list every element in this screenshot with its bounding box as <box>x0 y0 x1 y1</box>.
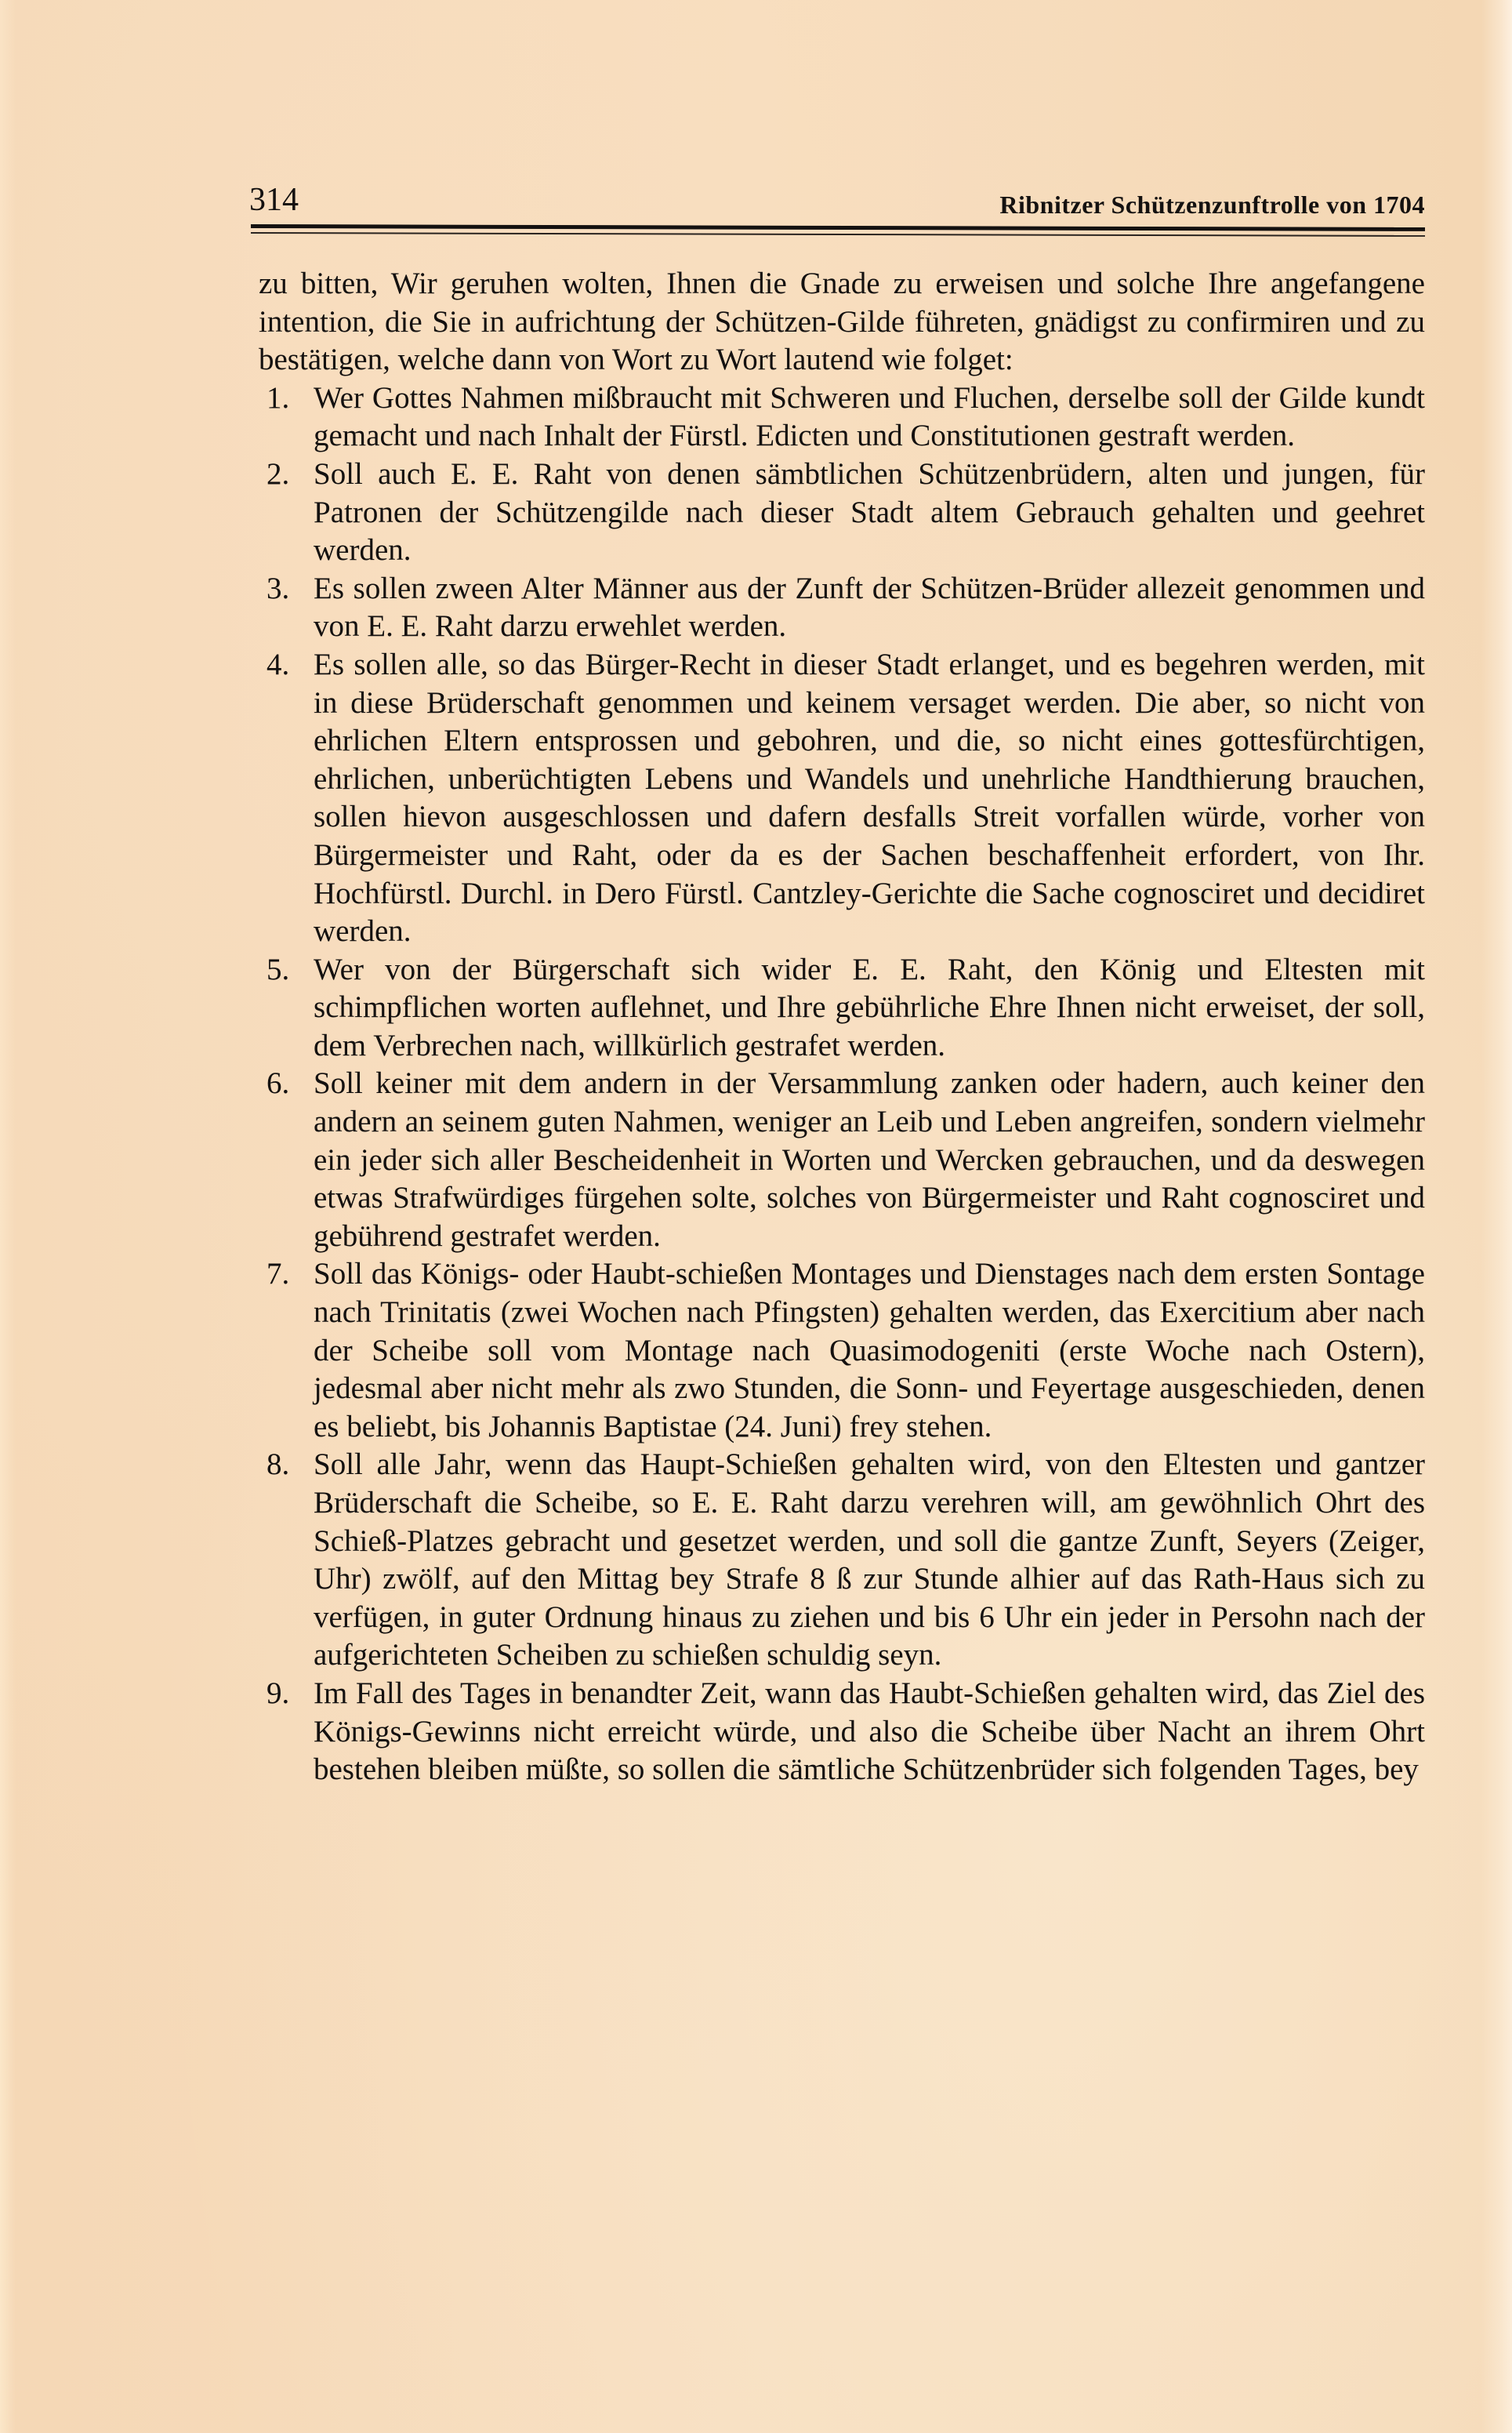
item-text: Soll auch E. E. Raht von denen sämbtlichen Schützenbrüdern, alten und jungen, für Patronen der Schützengilde nach dieser Stadt altem Gebrauch gehalten und geehret werden. <box>314 456 1425 568</box>
item-text: Es sollen zween Alter Männer aus der Zunft der Schützen-Brüder allezeit genommen und von E. E. Raht darzu erwehlet werden. <box>314 571 1425 644</box>
item-number: 8. <box>267 1447 290 1482</box>
item-number: 5. <box>267 952 290 986</box>
item-number: 1. <box>267 380 290 415</box>
list-item-1 <box>259 379 1425 456</box>
item-text: Soll keiner mit dem andern in der Versammlung zanken oder hadern, auch keiner den andern an seinem guten Nahmen, weniger an Leib und Leben angreifen, sondern vielmehr ein jeder sich aller Bescheidenheit in Worten und Wercken gebrauchen, und da deswegen etwas Strafwürdiges fürgehen solte, solches von Bürgermeister und Raht cognosciret und gebührend gestrafet werden. <box>314 1066 1425 1253</box>
page-number: 314 <box>249 182 299 218</box>
item-number: 3. <box>267 571 290 605</box>
item-number: 7. <box>267 1257 290 1291</box>
list-item-8 <box>259 1446 1425 1675</box>
item-number: 2. <box>267 456 290 491</box>
item-text: Soll alle Jahr, wenn das Haupt-Schießen gehalten wird, von den Eltesten und gantzer Brüderschaft die Scheibe, so E. E. Raht darzu verehren will, am gewöhnlich Ohrt des Schieß-Platzes gebracht und gesetzet werden, und soll die gantze Zunft, Seyers (Zeiger, Uhr) zwölf, auf den Mittag bey Strafe 8 ß zur Stunde alhier auf das Rath-Haus sich zu verfügen, in guter Ordnung hinaus zu ziehen und bis 6 Uhr ein jeder in Persohn nach der aufgerichteten Scheiben zu schießen schuldig seyn. <box>314 1447 1425 1672</box>
item-text: Soll das Königs- oder Haubt-schießen Montages und Dienstages nach dem ersten Sontage nach Trinitatis (zwei Wochen nach Pfingsten) gehalten werden, das Exercitium aber nach der Scheibe soll vom Montage nach Quasimodogeniti (erste Woche nach Ostern), jedesmal aber nicht mehr als zwo Stunden, die Sonn- und Feyertage ausgeschieden, denen es beliebt, bis Johannis Baptistae (24. Juni) frey stehen. <box>314 1257 1425 1443</box>
list-item-4 <box>259 646 1425 951</box>
item-number: 9. <box>267 1676 290 1710</box>
item-text: Wer Gottes Nahmen mißbraucht mit Schweren und Fluchen, derselbe soll der Gilde kundt gemacht und nach Inhalt der Fürstl. Edicten und Constitutionen gestraft werden. <box>314 380 1425 453</box>
item-text: Es sollen alle, so das Bürger-Recht in dieser Stadt erlanget, und es begehren werden, mit in diese Brüderschaft genommen und keinem versaget werden. Die aber, so nicht von ehrlichen Eltern entsprossen und gebohren, und die, so nicht eines gottesfürchtigen, ehrlichen, unberüchtigten Lebens und Wandels und unehrliche Handthierung brauchen, sollen hievon ausgeschlossen und dafern desfalls Streit vorfallen würde, vorher von Bürgermeister und Raht, oder da es der Sachen beschaffenheit erfordert, von Ihr. Hochfürstl. Durchl. in Dero Fürstl. Cantzley-Gerichte die Sache cognosciret und decidiret werden. <box>314 647 1425 949</box>
list-item-2 <box>259 456 1425 570</box>
list-item-5 <box>259 951 1425 1066</box>
list-item-6 <box>259 1065 1425 1255</box>
item-text: Im Fall des Tages in benandter Zeit, wann das Haubt-Schießen gehalten wird, das Ziel des Königs-Gewinns nicht erreicht würde, und also die Scheibe über Nacht an ihrem Ohrt bestehen bleiben müßte, so sollen die sämtliche Schützenbrüder sich folgenden Tages, bey <box>314 1676 1425 1787</box>
page-body <box>259 265 1425 1789</box>
list-item-3 <box>259 570 1425 646</box>
item-number: 6. <box>267 1066 290 1101</box>
header-rule-thick <box>251 224 1425 231</box>
header-rule-thin <box>251 232 1425 237</box>
list-item-7 <box>259 1255 1425 1446</box>
intro-paragraph: zu bitten, Wir geruhen wolten, Ihnen die Gnade zu erweisen und solche Ihre angefangene intention, die Sie in aufrichtung der Schützen-Gilde führeten, gnädigst zu confirmiren und zu bestätigen, welche dann von Wort zu Wort lautend wie folget: <box>259 267 1425 377</box>
item-text: Wer von der Bürgerschaft sich wider E. E. Raht, den König und Eltesten mit schimpflichen worten auflehnet, und Ihre gebührliche Ehre Ihnen nicht erweiset, der soll, dem Verbrechen nach, willkürlich gestrafet werden. <box>314 952 1425 1062</box>
list-item-9 <box>259 1675 1425 1789</box>
running-title: Ribnitzer Schützenzunftrolle von 1704 <box>999 191 1425 219</box>
page-header <box>249 180 1425 220</box>
item-number: 4. <box>267 647 290 681</box>
